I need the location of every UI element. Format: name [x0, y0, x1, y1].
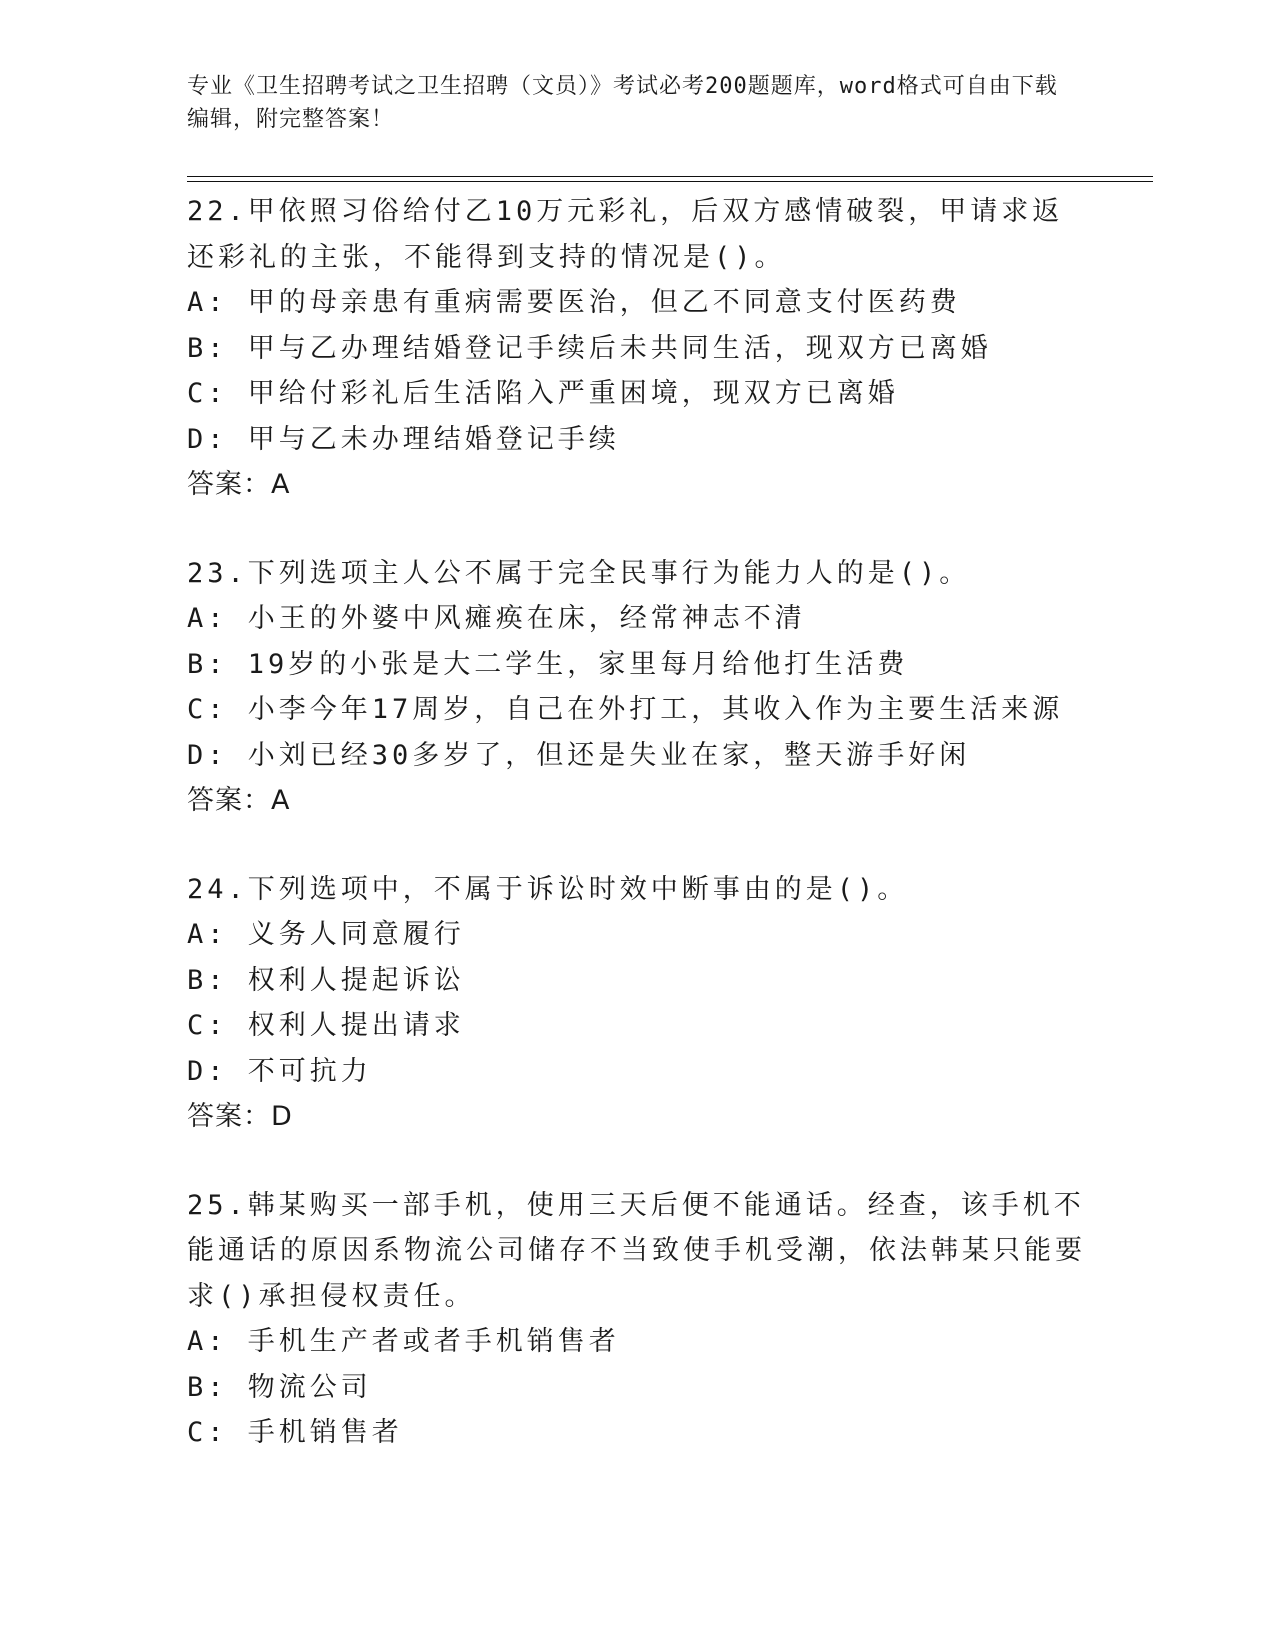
- question-stem: 25.韩某购买一部手机，使用三天后便不能通话。经查，该手机不能通话的原因系物流公司储存不当致使手机受潮，依法韩某只能要求()承担侵权责任。: [187, 1189, 1086, 1312]
- answer-label: 答案：A: [187, 785, 291, 816]
- header-divider-bottom: [187, 181, 1153, 182]
- option-b: B: 权利人提起诉讼: [187, 964, 465, 996]
- option-c: C: 手机销售者: [187, 1417, 403, 1448]
- option-b: B: 物流公司: [187, 1371, 372, 1403]
- option-d: D: 小刘已经30多岁了，但还是失业在家，整天游手好闲: [187, 739, 971, 771]
- option-d: D: 甲与乙未办理结婚登记手续: [187, 423, 620, 455]
- question-list: [187, 189, 1087, 1499]
- option-b: B: 19岁的小张是大二学生，家里每月给他打生活费: [187, 648, 909, 680]
- question-22: [187, 189, 1087, 508]
- question-stem: 24.下列选项中，不属于诉讼时效中断事由的是()。: [187, 873, 909, 905]
- answer-label: 答案：D: [187, 1101, 293, 1132]
- option-a: A: 手机生产者或者手机销售者: [187, 1326, 620, 1357]
- option-a: A: 义务人同意履行: [187, 919, 465, 950]
- option-c: C: 权利人提出请求: [187, 1010, 465, 1041]
- question-stem: 22.甲依照习俗给付乙10万元彩礼，后双方感情破裂，甲请求返还彩礼的主张，不能得到支持的情况是()。: [187, 196, 1064, 273]
- answer-label: 答案：A: [187, 469, 291, 500]
- option-b: B: 甲与乙办理结婚登记手续后未共同生活，现双方已离婚: [187, 332, 992, 364]
- option-c: C: 小李今年17周岁，自己在外打工，其收入作为主要生活来源: [187, 694, 1064, 725]
- document-header: [187, 70, 1067, 136]
- option-c: C: 甲给付彩礼后生活陷入严重困境，现双方已离婚: [187, 378, 899, 409]
- option-a: A: 甲的母亲患有重病需要医治，但乙不同意支付医药费: [187, 287, 961, 318]
- option-a: A: 小王的外婆中风瘫痪在床，经常神志不清: [187, 603, 806, 634]
- question-stem: 23.下列选项主人公不属于完全民事行为能力人的是()。: [187, 557, 971, 589]
- header-text: 专业《卫生招聘考试之卫生招聘（文员）》考试必考200题题库，word格式可自由下载编辑，附完整答案！: [187, 74, 1058, 132]
- question-23: [187, 551, 1087, 824]
- header-divider-top: [187, 176, 1153, 177]
- question-25: [187, 1183, 1087, 1456]
- option-d: D: 不可抗力: [187, 1055, 372, 1087]
- question-24: [187, 867, 1087, 1140]
